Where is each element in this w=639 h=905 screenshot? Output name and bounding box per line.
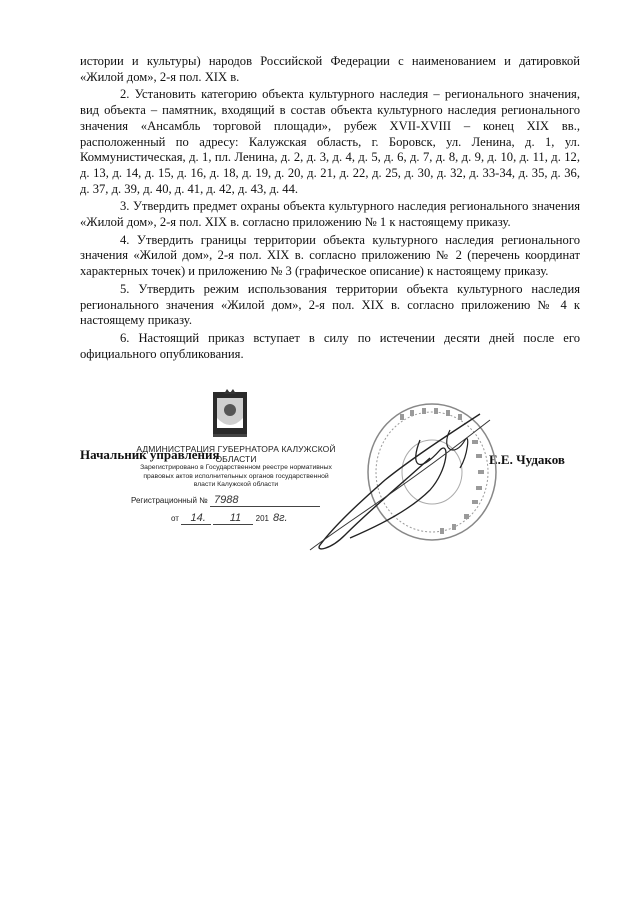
paragraph-6: 6. Настоящий приказ вступает в силу по истечении десяти дней после его официального опубликования.	[80, 330, 580, 361]
paragraph-5: 5. Утвердить режим использования территории объекта культурного наследия регионального значения «Жилой дом», 2-я пол. XIX в. согласно приложению № 4 к настоящему приказу.	[80, 281, 580, 328]
stamp-date-day-line	[181, 512, 211, 525]
paragraph-3: 3. Утвердить предмет охраны объекта культурного наследия регионального значения «Жилой дом», 2-я пол. XIX в. согласно приложению № 1 к настоящему приказу.	[80, 199, 580, 230]
signatory-title: Начальник управления	[80, 447, 220, 462]
handwritten-signature-icon	[290, 410, 500, 560]
stamp-title: АДМИНИСТРАЦИЯ ГУБЕРНАТОРА КАЛУЖСКОЙ ОБЛАСТИ	[136, 444, 336, 464]
stamp-date-prefix: от	[171, 514, 179, 523]
stamp-date-month-line	[213, 512, 253, 525]
stamp-date-day: 14.	[190, 512, 206, 524]
paragraph-2: 2. Установить категорию объекта культурного наследия – регионального значения, вид объекта – памятник, входящий в состав объекта культурного наследия регионального значения «Ансамбль торговой площади», рубеж XVII-XVIII – конец XIX вв., расположенный по адресу: Калужская область, г. Боровск, ул. Ленина, д. 1, ул. Коммунистическая, д. 1, пл. Ленина, д. 2, д. 3, д. 4, д. 5, д. 6, д. 7, д. 8, д. 9, д. 10, д. 11, д. 12, д. 13, д. 14, д. 15, д. 16, д. 18, д. 19, д. 20, д. 21, д. 22, д. 25, д. 30, д. 32, д. 33-34, д. 35, д. 36, д. 37, д. 39, д. 40, д. 41, д. 42, д. 43, д. 44.	[80, 87, 580, 196]
paragraph-continuation: истории и культуры) народов Российской Федерации с наименованием и датировкой «Жилой дом», 2-я пол. XIX в.	[80, 54, 580, 84]
stamp-date-year-prefix: 201	[255, 514, 269, 523]
signatory-name: Е.Е. Чудаков	[489, 452, 565, 467]
stamp-date-year-suffix: 8г.	[273, 512, 288, 524]
document-body	[80, 54, 580, 364]
stamp-date-month: 11	[229, 512, 242, 524]
stamp-reg-value: 7988	[213, 494, 239, 506]
paragraph-4: 4. Утвердить границы территории объекта культурного наследия регионального значения «Жилой дом», 2-я пол. XIX в. согласно приложению № 2 (перечень координат характерных точек) и приложению № 3 (графическое описание) к настоящему приказу.	[80, 232, 580, 279]
stamp-reg-label: Регистрационный №	[131, 496, 208, 505]
kaluga-emblem-icon	[209, 388, 251, 442]
stamp-subtitle: Зарегистрировано в Государственном реестре нормативных правовых актов исполнительных органов государственной власти Калужской области	[140, 464, 332, 488]
